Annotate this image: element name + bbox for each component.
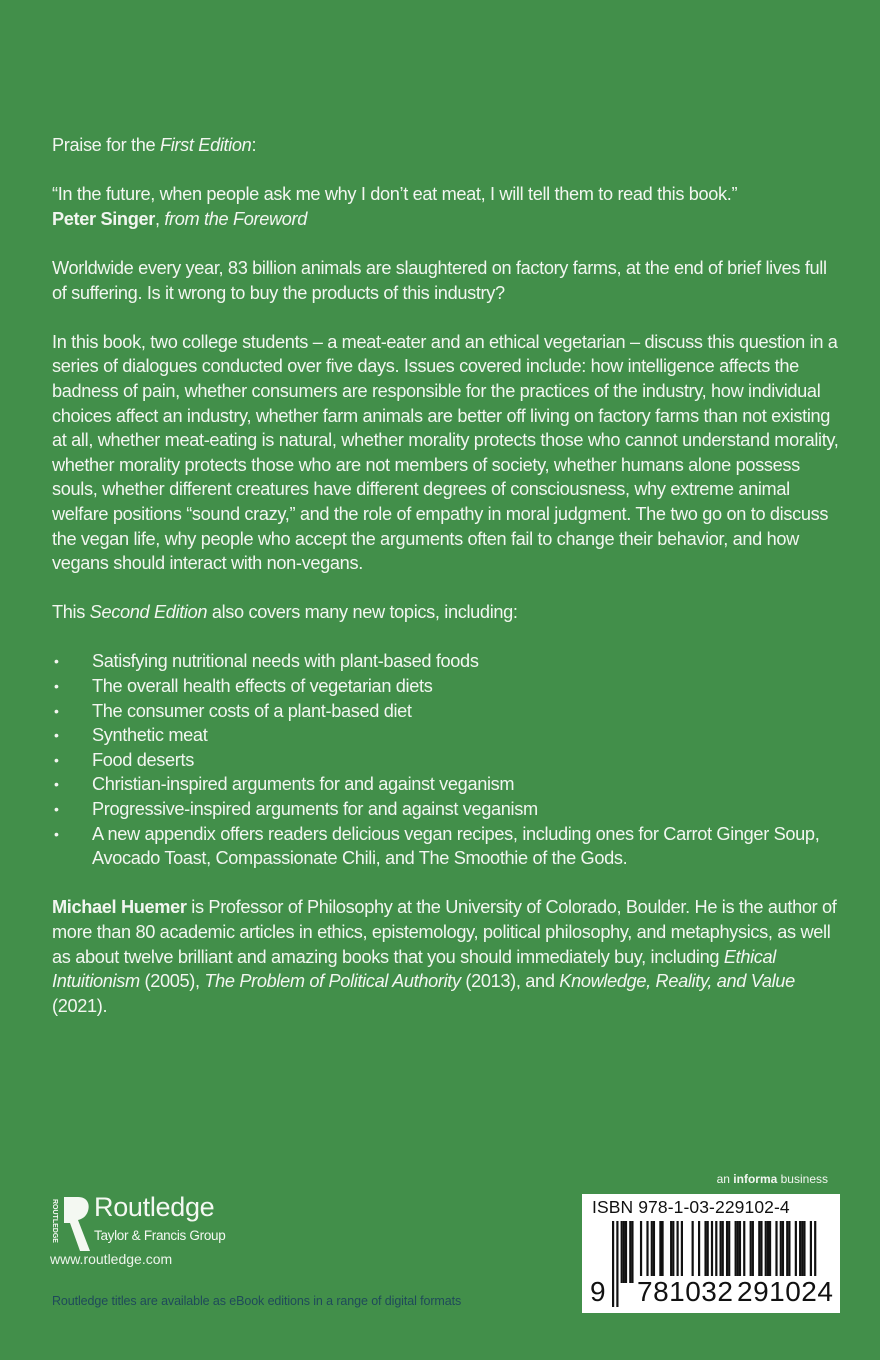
topic-text: Satisfying nutritional needs with plant-based foods [92,651,479,672]
praise-intro [52,133,842,158]
topic-item [52,748,842,773]
praise-source: from the Foreword [164,208,307,229]
bullet-icon: • [54,653,59,670]
barcode-bar [786,1221,788,1283]
topic-text: Christian-inspired arguments for and against veganism [92,774,515,795]
topic-text: Synthetic meat [92,725,208,746]
praise-intro-prefix: Praise for the [52,135,160,155]
barcode-bar [737,1221,739,1283]
barcode-bar [775,1221,777,1283]
ebook-note: Routledge titles are available as eBook editions in a range of digital formats [52,1294,462,1308]
publisher-name: Routledge [94,1192,215,1222]
barcode-bar [672,1221,674,1283]
barcode-bar [799,1221,801,1283]
second-edition-intro [52,600,842,625]
topic-text: The overall health effects of vegetarian diets [92,676,433,697]
barcode-digits-left: 781032 [637,1276,734,1307]
topic-text: Progressive-inspired arguments for and against veganism [92,799,538,820]
barcode-digits-right: 291024 [737,1276,834,1307]
topic-list [52,649,842,870]
barcode-bar [752,1221,754,1283]
logo-vertical-text: ROUTLEDGE [51,1199,58,1243]
barcode-bar [780,1221,782,1283]
barcode-bar [758,1221,760,1283]
barcode-bar [767,1221,769,1283]
second-edition-prefix: This [52,602,90,623]
barcode-bar [722,1221,724,1283]
barcode-bar [769,1221,771,1283]
book-title: The Problem of Political Authority [204,971,461,992]
praise-sep: , [154,208,165,229]
barcode-bar [692,1221,694,1283]
second-edition-title: Second Edition [89,602,208,623]
publisher-group: Taylor & Francis Group [94,1228,226,1243]
author-bio [52,895,842,1018]
barcode-bar [612,1221,614,1307]
publisher-website[interactable]: www.routledge.com [50,1251,173,1267]
praise-author: Peter Singer [52,208,155,229]
informa-prefix: an [716,1172,734,1186]
bullet-icon: • [54,727,59,744]
barcode-bar [677,1221,679,1283]
barcode-bar [651,1221,653,1283]
barcode-bar [640,1221,642,1283]
barcode-bar [728,1221,730,1283]
barcode-bar [670,1221,672,1283]
topic-item [52,822,842,871]
topic-item [52,723,842,748]
informa-suffix: business [777,1172,828,1186]
barcode-digit-first: 9 [590,1276,606,1307]
barcode-bar [735,1221,737,1283]
bullet-icon: • [54,825,59,842]
bullet-icon: • [54,801,59,818]
informa-tagline [717,1172,828,1186]
topic-text: A new appendix offers readers delicious vegan recipes, including ones for Carrot Ginger Soup, Avocado Toast, Compassionate Chili, and The Smoothie of the Gods. [92,823,820,869]
barcode-bar [625,1221,627,1283]
barcode-bar [803,1221,805,1283]
barcode-bar [788,1221,790,1283]
cover-text [52,133,842,1018]
barcode-bar [782,1221,784,1283]
barcode-bar [698,1221,700,1283]
bio-text: (2005), [139,971,205,992]
barcode-bar [801,1221,803,1283]
bio-text: (2013), and [460,971,560,992]
routledge-logo-icon [50,1197,92,1251]
bullet-icon: • [54,776,59,793]
barcode-bar [629,1221,631,1283]
praise-intro-edition: First Edition [159,135,252,155]
bio-text: (2021). [52,995,108,1016]
barcode-bar [743,1221,745,1283]
barcode-bar [661,1221,663,1283]
book-title: Ethical Intuitionism [52,946,776,992]
praise-intro-suffix: : [251,135,257,155]
barcode-bar [646,1221,648,1283]
topic-text: Food deserts [92,749,194,770]
barcode-bar [653,1221,655,1283]
topic-item [52,674,842,699]
barcode-bar [720,1221,722,1283]
book-title: Knowledge, Reality, and Value [559,971,795,992]
barcode-bar [681,1221,683,1283]
bio-text: is Professor of Philosophy at the University of Colorado, Boulder. He is the author of more than 80 academic articles in ethics, epistemology, political philosophy, and metaphysics, as well as about twelve brilliant and amazing books that you should immediately buy, including [52,897,837,967]
informa-brand: informa [733,1172,778,1186]
barcode-bar [616,1221,618,1307]
praise-quote: “In the future, when people ask me why I don’t eat meat, I will tell them to read this book.” [52,184,738,205]
barcode-bar [750,1221,752,1283]
barcode-bar [659,1221,661,1283]
topic-item [52,772,842,797]
barcode-bar [707,1221,709,1283]
isbn-label: ISBN 978-1-03-229102-4 [592,1197,790,1217]
barcode-bar [765,1221,767,1283]
topic-item [52,649,842,674]
barcode-bar [795,1221,797,1283]
paragraph-intro: Worldwide every year, 83 billion animals are slaughtered on factory farms, at the end of brief lives full of suffering. Is it wrong to buy the products of this industry? [52,257,827,303]
barcode-bar [623,1221,625,1283]
isbn-barcode [582,1194,840,1313]
topic-item [52,699,842,724]
second-edition-suffix: also covers many new topics, including: [207,602,518,623]
barcode-bar [739,1221,741,1283]
topic-text: The consumer costs of a plant-based diet [92,700,412,721]
praise-attribution [52,207,842,232]
barcode-bar [631,1221,633,1283]
barcode-bar [760,1221,762,1283]
bullet-icon: • [54,751,59,768]
barcode-bar [726,1221,728,1283]
topic-item [52,797,842,822]
bullet-icon: • [54,702,59,719]
paragraph-summary: In this book, two college students – a meat-eater and an ethical vegetarian – discuss this question in a series of dialogues conducted over five days. Issues covered include: how intelligence affects the badness of pain, whether consumers are responsible for the practices of the industry, how individual choices affect an industry, whether farm animals are better off living on factory farms than not existing at all, whether meat-eating is natural, whether morality protects those who cannot understand morality, whether morality protects those who are not members of society, whether humans alone possess souls, whether different creatures have different degrees of consciousness, why extreme animal welfare positions “sound crazy,” and the role of empathy in moral judgment. The two go on to discuss the vegan life, why people who accept the arguments often fail to change their behavior, and how vegans should interact with non-vegans. [52,331,839,574]
barcode-bar [704,1221,706,1283]
author-name: Michael Huemer [52,897,187,918]
bullet-icon: • [54,678,59,695]
barcode-bar [621,1221,623,1283]
